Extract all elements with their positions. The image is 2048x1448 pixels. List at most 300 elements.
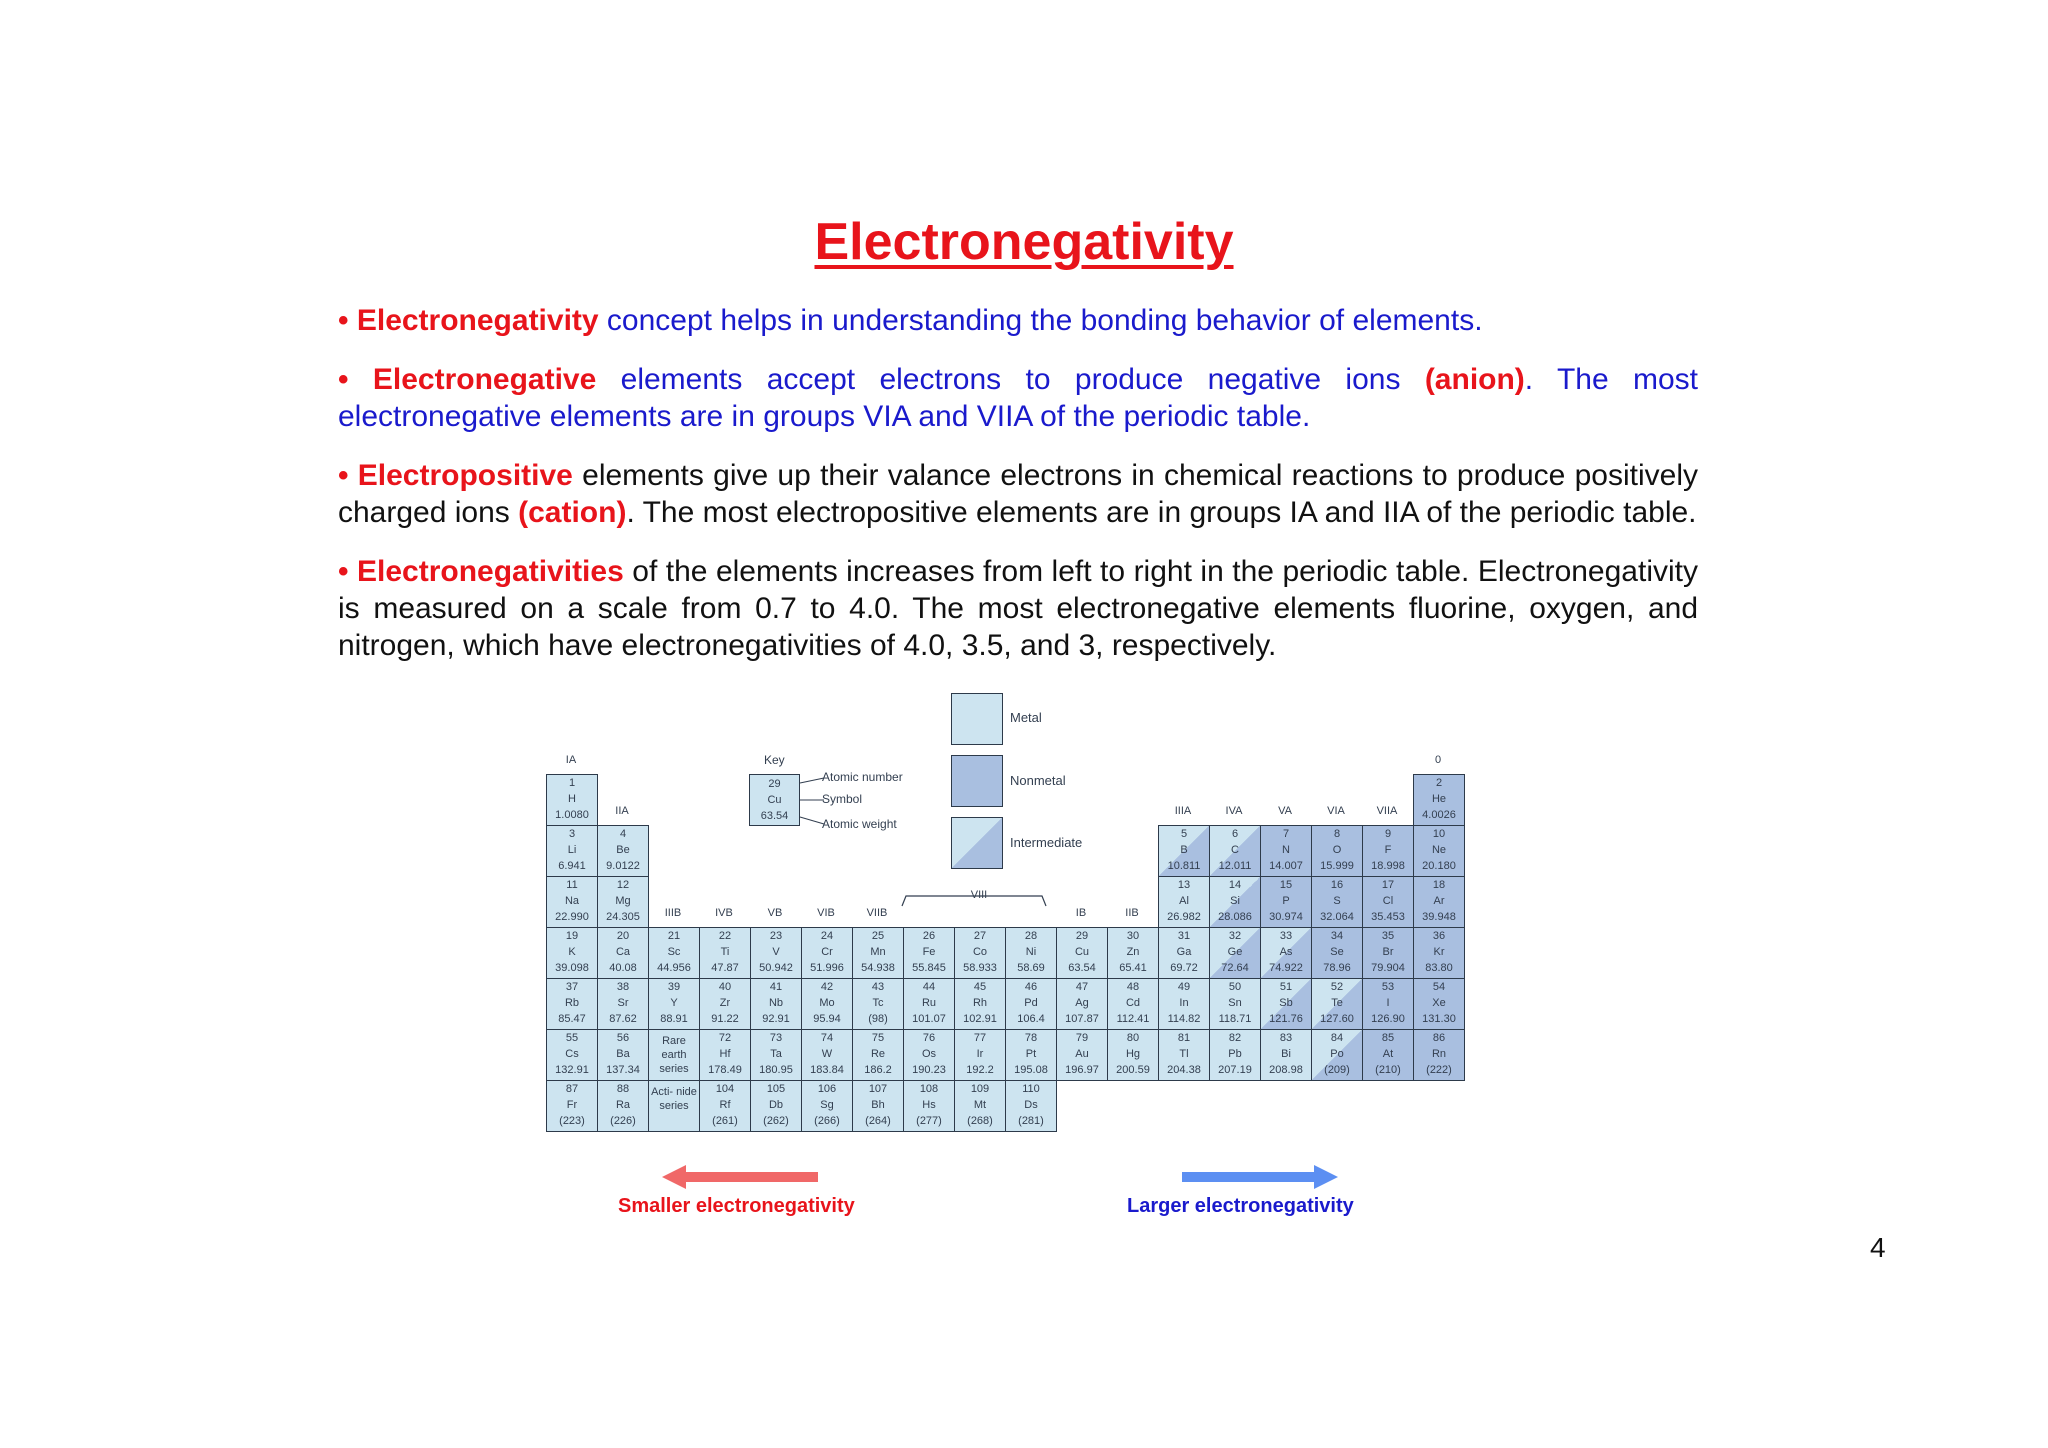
key-title: Key (764, 753, 785, 767)
atomic-weight: 91.22 (711, 1013, 739, 1025)
key-cell (749, 774, 800, 826)
atomic-number: 35 (1381, 930, 1395, 942)
page-number: 4 (1870, 1232, 1886, 1263)
group-label-via: VIA (1327, 805, 1345, 817)
element-cell-bi (1260, 1029, 1312, 1081)
element-symbol: Al (1179, 895, 1189, 907)
element-cell-tc (852, 978, 904, 1030)
bullet-3-end: . The most electropositive elements are in groups IA and IIA of the periodic table. (626, 496, 1697, 529)
element-cell-k (546, 927, 598, 979)
atomic-number: 84 (1330, 1032, 1344, 1044)
atomic-number: 46 (1024, 981, 1038, 993)
element-symbol: Mg (615, 895, 631, 907)
atomic-number: 47 (1075, 981, 1089, 993)
element-cell-te (1311, 978, 1363, 1030)
element-cell-he (1413, 774, 1465, 826)
atomic-number: 80 (1126, 1032, 1140, 1044)
series-label: Rare earth series (659, 1035, 689, 1075)
element-symbol: Si (1230, 895, 1240, 907)
atomic-weight: (281) (1018, 1115, 1044, 1127)
atomic-weight: 4.0026 (1422, 809, 1456, 821)
atomic-weight: 65.41 (1119, 962, 1147, 974)
element-symbol: Sn (1228, 997, 1242, 1009)
atomic-weight: 183.84 (810, 1064, 844, 1076)
element-cell-sb (1260, 978, 1312, 1030)
atomic-weight: 14.007 (1269, 860, 1303, 872)
element-symbol: Ta (770, 1048, 782, 1060)
atomic-weight: 79.904 (1371, 962, 1405, 974)
legend-intermediate-label: Intermediate (1010, 835, 1083, 850)
atomic-weight: 83.80 (1425, 962, 1453, 974)
atomic-weight: 127.60 (1320, 1013, 1354, 1025)
element-symbol: Hs (922, 1099, 936, 1111)
atomic-number: 30 (1126, 930, 1140, 942)
element-symbol: Rb (564, 997, 580, 1009)
atomic-weight: 102.91 (963, 1013, 997, 1025)
element-symbol: Ni (1025, 946, 1037, 958)
atomic-number: 74 (820, 1032, 834, 1044)
atomic-weight: 55.845 (912, 962, 946, 974)
element-cell-xe (1413, 978, 1465, 1030)
element-cell-ni (1005, 927, 1057, 979)
atomic-weight: 196.97 (1065, 1064, 1099, 1076)
element-cell-ga (1158, 927, 1210, 979)
atomic-number: 107 (868, 1083, 888, 1095)
atomic-number: 79 (1075, 1032, 1089, 1044)
element-symbol: S (1333, 895, 1341, 907)
atomic-weight: 126.90 (1371, 1013, 1405, 1025)
element-symbol: B (1180, 844, 1188, 856)
element-symbol: Tc (872, 997, 884, 1009)
atomic-number: 12 (616, 879, 630, 891)
atomic-number: 23 (769, 930, 783, 942)
element-cell-rb (546, 978, 598, 1030)
bullet-2: • Electronegative elements accept electrons to produce negative ions (anion). The most electronegative elements are in groups VIA and VIIA of the periodic table. (338, 363, 1698, 433)
atomic-weight: 95.94 (813, 1013, 841, 1025)
element-symbol: Tl (1179, 1048, 1189, 1060)
element-cell-as (1260, 927, 1312, 979)
atomic-weight: 26.982 (1167, 911, 1201, 923)
atomic-number: 8 (1333, 828, 1341, 840)
group-label-ia: IA (565, 754, 577, 766)
key-symbol: Cu (767, 794, 782, 806)
element-symbol: Pb (1228, 1048, 1242, 1060)
element-cell-os (903, 1029, 955, 1081)
atomic-weight: 12.011 (1218, 860, 1252, 872)
element-symbol: Xe (1432, 997, 1446, 1009)
atomic-weight: 58.69 (1017, 962, 1045, 974)
element-cell-se (1311, 927, 1363, 979)
atomic-weight: 74.922 (1269, 962, 1303, 974)
atomic-number: 44 (922, 981, 936, 993)
atomic-weight: 106.4 (1017, 1013, 1045, 1025)
atomic-number: 56 (616, 1032, 630, 1044)
atomic-number: 41 (769, 981, 783, 993)
bullet-1-text: concept helps in understanding the bonding behavior of elements. (598, 304, 1483, 337)
element-cell-at (1362, 1029, 1414, 1081)
atomic-weight: (262) (763, 1115, 789, 1127)
atomic-number: 42 (820, 981, 834, 993)
element-cell-cl (1362, 876, 1414, 928)
atomic-number: 5 (1180, 828, 1188, 840)
atomic-weight: 204.38 (1167, 1064, 1201, 1076)
group-label-iiib: IIIB (664, 907, 682, 919)
legend-intermediate-swatch (951, 817, 1003, 869)
atomic-number: 52 (1330, 981, 1344, 993)
atomic-weight: 51.996 (810, 962, 844, 974)
bullet-4-clip (338, 553, 1698, 707)
element-cell-cd (1107, 978, 1159, 1030)
atomic-number: 81 (1177, 1032, 1191, 1044)
element-cell-fe (903, 927, 955, 979)
atomic-weight: 121.76 (1269, 1013, 1303, 1025)
atomic-weight: (98) (868, 1013, 888, 1025)
key-label-symbol: Symbol (822, 792, 863, 806)
group-label-iva: IVA (1225, 805, 1243, 817)
element-cell-v (750, 927, 802, 979)
element-symbol: Ir (976, 1048, 984, 1060)
element-symbol: Rn (1431, 1048, 1447, 1060)
atomic-number: 78 (1024, 1032, 1038, 1044)
element-cell-si (1209, 876, 1261, 928)
group-label-ib: IB (1075, 907, 1087, 919)
atomic-number: 14 (1228, 879, 1242, 891)
element-cell-c (1209, 825, 1261, 877)
atomic-weight: (264) (865, 1115, 891, 1127)
element-symbol: Li (567, 844, 577, 856)
element-symbol: Se (1330, 946, 1344, 958)
atomic-number: 55 (565, 1032, 579, 1044)
element-cell-tl (1158, 1029, 1210, 1081)
element-cell-h (546, 774, 598, 826)
atomic-weight: 87.62 (609, 1013, 637, 1025)
atomic-number: 87 (565, 1083, 579, 1095)
element-symbol: Cs (565, 1048, 579, 1060)
element-symbol: At (1382, 1048, 1394, 1060)
atomic-weight: 200.59 (1116, 1064, 1150, 1076)
atomic-number: 16 (1330, 879, 1344, 891)
bullet-4: • Electronegativities of the elements increases from left to right in the periodic table. Electronegativity is measured on a scale from 0.7 to 4.0. The most electronegative elements fluorine, oxygen, and nitrogen, which have electronegativities of 4.0, 3.5, and 3, respectively. (338, 555, 1698, 662)
group-label-vb: VB (767, 907, 783, 919)
atomic-number: 85 (1381, 1032, 1395, 1044)
element-symbol: H (568, 793, 576, 805)
atomic-weight: 58.933 (963, 962, 997, 974)
atomic-number: 24 (820, 930, 834, 942)
element-cell-fr (546, 1080, 598, 1132)
element-symbol: Db (768, 1099, 784, 1111)
element-cell-ge (1209, 927, 1261, 979)
atomic-number: 77 (973, 1032, 987, 1044)
element-cell-sr (597, 978, 649, 1030)
element-symbol: Ar (1433, 895, 1445, 907)
element-cell-ta (750, 1029, 802, 1081)
element-symbol: Rh (972, 997, 988, 1009)
group-label-iia: IIA (615, 805, 629, 817)
atomic-number: 38 (616, 981, 630, 993)
atomic-number: 1 (568, 777, 576, 789)
element-symbol: Sb (1279, 997, 1293, 1009)
atomic-number: 18 (1432, 879, 1446, 891)
atomic-number: 15 (1279, 879, 1293, 891)
atomic-number: 110 (1022, 1083, 1040, 1095)
atomic-weight: 47.87 (711, 962, 739, 974)
element-cell-b (1158, 825, 1210, 877)
element-cell-zr (699, 978, 751, 1030)
atomic-weight: 24.305 (606, 911, 640, 923)
atomic-number: 53 (1381, 981, 1395, 993)
atomic-weight: 180.95 (759, 1064, 793, 1076)
element-symbol: Os (921, 1048, 937, 1060)
group-label-viib: VIIB (866, 907, 888, 919)
element-cell-mn (852, 927, 904, 979)
element-symbol: Ru (921, 997, 937, 1009)
element-cell-ne (1413, 825, 1465, 877)
atomic-number: 45 (973, 981, 987, 993)
element-cell-cr (801, 927, 853, 979)
element-cell-ag (1056, 978, 1108, 1030)
element-symbol: V (772, 946, 780, 958)
arrow-right-blue (1175, 1162, 1340, 1192)
atomic-number: 51 (1279, 981, 1293, 993)
atomic-weight: 78.96 (1323, 962, 1351, 974)
atomic-weight: 72.64 (1221, 962, 1249, 974)
atomic-number: 31 (1177, 930, 1191, 942)
atomic-weight: 6.941 (558, 860, 586, 872)
element-cell-in (1158, 978, 1210, 1030)
bullet-2-anion: (anion) (1424, 363, 1525, 396)
element-symbol: C (1231, 844, 1239, 856)
atomic-weight: 54.938 (861, 962, 895, 974)
element-cell-zn (1107, 927, 1159, 979)
legend-metal-swatch (951, 693, 1003, 745)
atomic-number: 20 (616, 930, 630, 942)
element-symbol: Mo (819, 997, 835, 1009)
atomic-number: 39 (667, 981, 681, 993)
element-symbol: Au (1075, 1048, 1089, 1060)
element-symbol: Cd (1125, 997, 1141, 1009)
element-cell-db (750, 1080, 802, 1132)
atomic-number: 2 (1435, 777, 1443, 789)
element-symbol: Cl (1382, 895, 1394, 907)
element-cell-ru (903, 978, 955, 1030)
element-cell-sn (1209, 978, 1261, 1030)
element-cell-ds (1005, 1080, 1057, 1132)
atomic-number: 43 (871, 981, 885, 993)
atomic-number: 28 (1024, 930, 1038, 942)
atomic-weight: (209) (1324, 1064, 1350, 1076)
element-cell-rf (699, 1080, 751, 1132)
element-symbol: Rf (719, 1099, 731, 1111)
smaller-electronegativity-label: Smaller electronegativity (618, 1195, 855, 1217)
element-cell-al (1158, 876, 1210, 928)
atomic-weight: 28.086 (1218, 911, 1252, 923)
atomic-weight: 178.49 (708, 1064, 742, 1076)
atomic-weight: 186.2 (864, 1064, 892, 1076)
atomic-number: 11 (566, 879, 578, 891)
atomic-number: 105 (766, 1083, 786, 1095)
atomic-number: 83 (1279, 1032, 1293, 1044)
atomic-weight: 88.91 (660, 1013, 688, 1025)
atomic-number: 13 (1177, 879, 1191, 891)
element-cell-br (1362, 927, 1414, 979)
atomic-number: 22 (718, 930, 732, 942)
element-symbol: Ga (1176, 946, 1192, 958)
element-cell-li (546, 825, 598, 877)
element-cell-series (648, 1029, 700, 1081)
bullet-list (338, 302, 1698, 707)
element-symbol: Ds (1024, 1099, 1038, 1111)
element-cell-rn (1413, 1029, 1465, 1081)
element-cell-pd (1005, 978, 1057, 1030)
element-cell-o (1311, 825, 1363, 877)
atomic-weight: 114.82 (1167, 1013, 1201, 1025)
element-cell-y (648, 978, 700, 1030)
element-symbol: Mn (870, 946, 886, 958)
atomic-number: 106 (817, 1083, 837, 1095)
bullet-1: • Electronegativity concept helps in understanding the bonding behavior of elements. (338, 304, 1483, 337)
atomic-weight: 101.07 (912, 1013, 946, 1025)
element-cell-pb (1209, 1029, 1261, 1081)
atomic-weight: (266) (814, 1115, 840, 1127)
element-cell-w (801, 1029, 853, 1081)
legend-metal-label: Metal (1010, 710, 1042, 725)
atomic-number: 9 (1384, 828, 1392, 840)
atomic-number: 10 (1432, 828, 1446, 840)
atomic-number: 26 (922, 930, 936, 942)
atomic-number: 19 (565, 930, 579, 942)
group-label-iib: IIB (1125, 907, 1139, 919)
bullet-2-text: elements accept electrons to produce negative ions (596, 363, 1425, 396)
group-label-ivb: IVB (715, 907, 733, 919)
element-cell-co (954, 927, 1006, 979)
element-cell-ar (1413, 876, 1465, 928)
element-cell-hf (699, 1029, 751, 1081)
atomic-number: 27 (973, 930, 987, 942)
element-symbol: Be (616, 844, 630, 856)
atomic-number: 86 (1432, 1032, 1446, 1044)
element-symbol: Ge (1227, 946, 1243, 958)
element-cell-be (597, 825, 649, 877)
atomic-weight: 63.54 (1068, 962, 1096, 974)
atomic-weight: 39.098 (555, 962, 589, 974)
element-symbol: Cr (821, 946, 833, 958)
element-symbol: Nb (768, 997, 784, 1009)
atomic-number: 33 (1279, 930, 1293, 942)
group-label-0: 0 (1434, 754, 1442, 766)
element-symbol: Pd (1024, 997, 1038, 1009)
atomic-weight: 112.41 (1116, 1013, 1150, 1025)
element-symbol: Bh (871, 1099, 885, 1111)
element-cell-ti (699, 927, 751, 979)
element-symbol: Fr (566, 1099, 578, 1111)
element-symbol: Bi (1281, 1048, 1291, 1060)
atomic-weight: 9.0122 (606, 860, 640, 872)
element-symbol: He (1431, 793, 1447, 805)
atomic-number: 48 (1126, 981, 1140, 993)
element-symbol: Pt (1025, 1048, 1037, 1060)
element-cell-mt (954, 1080, 1006, 1132)
atomic-weight: (223) (559, 1115, 585, 1127)
element-cell-na (546, 876, 598, 928)
element-symbol: Ag (1075, 997, 1089, 1009)
atomic-weight: 137.34 (606, 1064, 640, 1076)
series-label: Acti- nide series (651, 1086, 697, 1112)
element-cell-mg (597, 876, 649, 928)
bullet-4-key: Electronegativities (357, 555, 624, 588)
atomic-weight: (268) (967, 1115, 993, 1127)
atomic-number: 21 (667, 930, 681, 942)
atomic-number: 75 (871, 1032, 885, 1044)
element-symbol: Fe (922, 946, 936, 958)
atomic-weight: 44.956 (657, 962, 691, 974)
atomic-number: 7 (1282, 828, 1290, 840)
element-symbol: Ca (615, 946, 631, 958)
atomic-weight: 20.180 (1422, 860, 1456, 872)
atomic-weight: 207.19 (1218, 1064, 1252, 1076)
bullet-2-key: Electronegative (372, 363, 597, 396)
element-cell-ba (597, 1029, 649, 1081)
atomic-weight: 131.30 (1422, 1013, 1456, 1025)
atomic-number: 73 (769, 1032, 783, 1044)
key-number: 29 (768, 778, 781, 790)
atomic-weight: 132.91 (555, 1064, 589, 1076)
atomic-weight: 192.2 (966, 1064, 994, 1076)
group-label-va: VA (1278, 805, 1292, 817)
atomic-number: 108 (919, 1083, 939, 1095)
bullet-2-end: . The most electronegative elements are in groups VIA and VIIA of the periodic table. (338, 363, 1698, 433)
atomic-weight: 39.948 (1422, 911, 1456, 923)
atomic-weight: 10.811 (1167, 860, 1201, 872)
element-symbol: Re (870, 1048, 886, 1060)
element-cell-ir (954, 1029, 1006, 1081)
element-symbol: Po (1330, 1048, 1344, 1060)
element-symbol: Sg (820, 1099, 834, 1111)
atomic-weight: (226) (610, 1115, 636, 1127)
element-cell-mo (801, 978, 853, 1030)
atomic-number: 34 (1330, 930, 1344, 942)
element-cell-sg (801, 1080, 853, 1132)
element-symbol: K (568, 946, 576, 958)
bullet-3: • Electropositive elements give up their valance electrons in chemical reactions to produce positively charged ions (cation). The most electropositive elements are in groups IA and IIA of the periodic table. (338, 459, 1698, 529)
atomic-number: 104 (715, 1083, 735, 1095)
element-cell-hg (1107, 1029, 1159, 1081)
element-symbol: F (1384, 844, 1392, 856)
element-symbol: W (821, 1048, 833, 1060)
atomic-weight: (261) (712, 1115, 738, 1127)
atomic-weight: 69.72 (1170, 962, 1198, 974)
element-symbol: Mt (973, 1099, 987, 1111)
key-label-number: Atomic number (822, 770, 903, 784)
atomic-number: 37 (565, 981, 579, 993)
element-cell-series (648, 1080, 700, 1132)
key-weight: 63.54 (760, 810, 789, 822)
element-symbol: Y (670, 997, 678, 1009)
element-cell-cs (546, 1029, 598, 1081)
bullet-3-cation: (cation) (518, 496, 627, 529)
atomic-weight: 32.064 (1320, 911, 1354, 923)
atomic-weight: 18.998 (1371, 860, 1405, 872)
element-symbol: In (1179, 997, 1189, 1009)
element-cell-kr (1413, 927, 1465, 979)
atomic-weight: 92.91 (762, 1013, 790, 1025)
atomic-number: 109 (970, 1083, 990, 1095)
element-cell-i (1362, 978, 1414, 1030)
atomic-number: 54 (1432, 981, 1446, 993)
group-label-vib: VIB (817, 907, 835, 919)
element-cell-bh (852, 1080, 904, 1132)
atomic-weight: 15.999 (1320, 860, 1354, 872)
element-symbol: I (1386, 997, 1390, 1009)
